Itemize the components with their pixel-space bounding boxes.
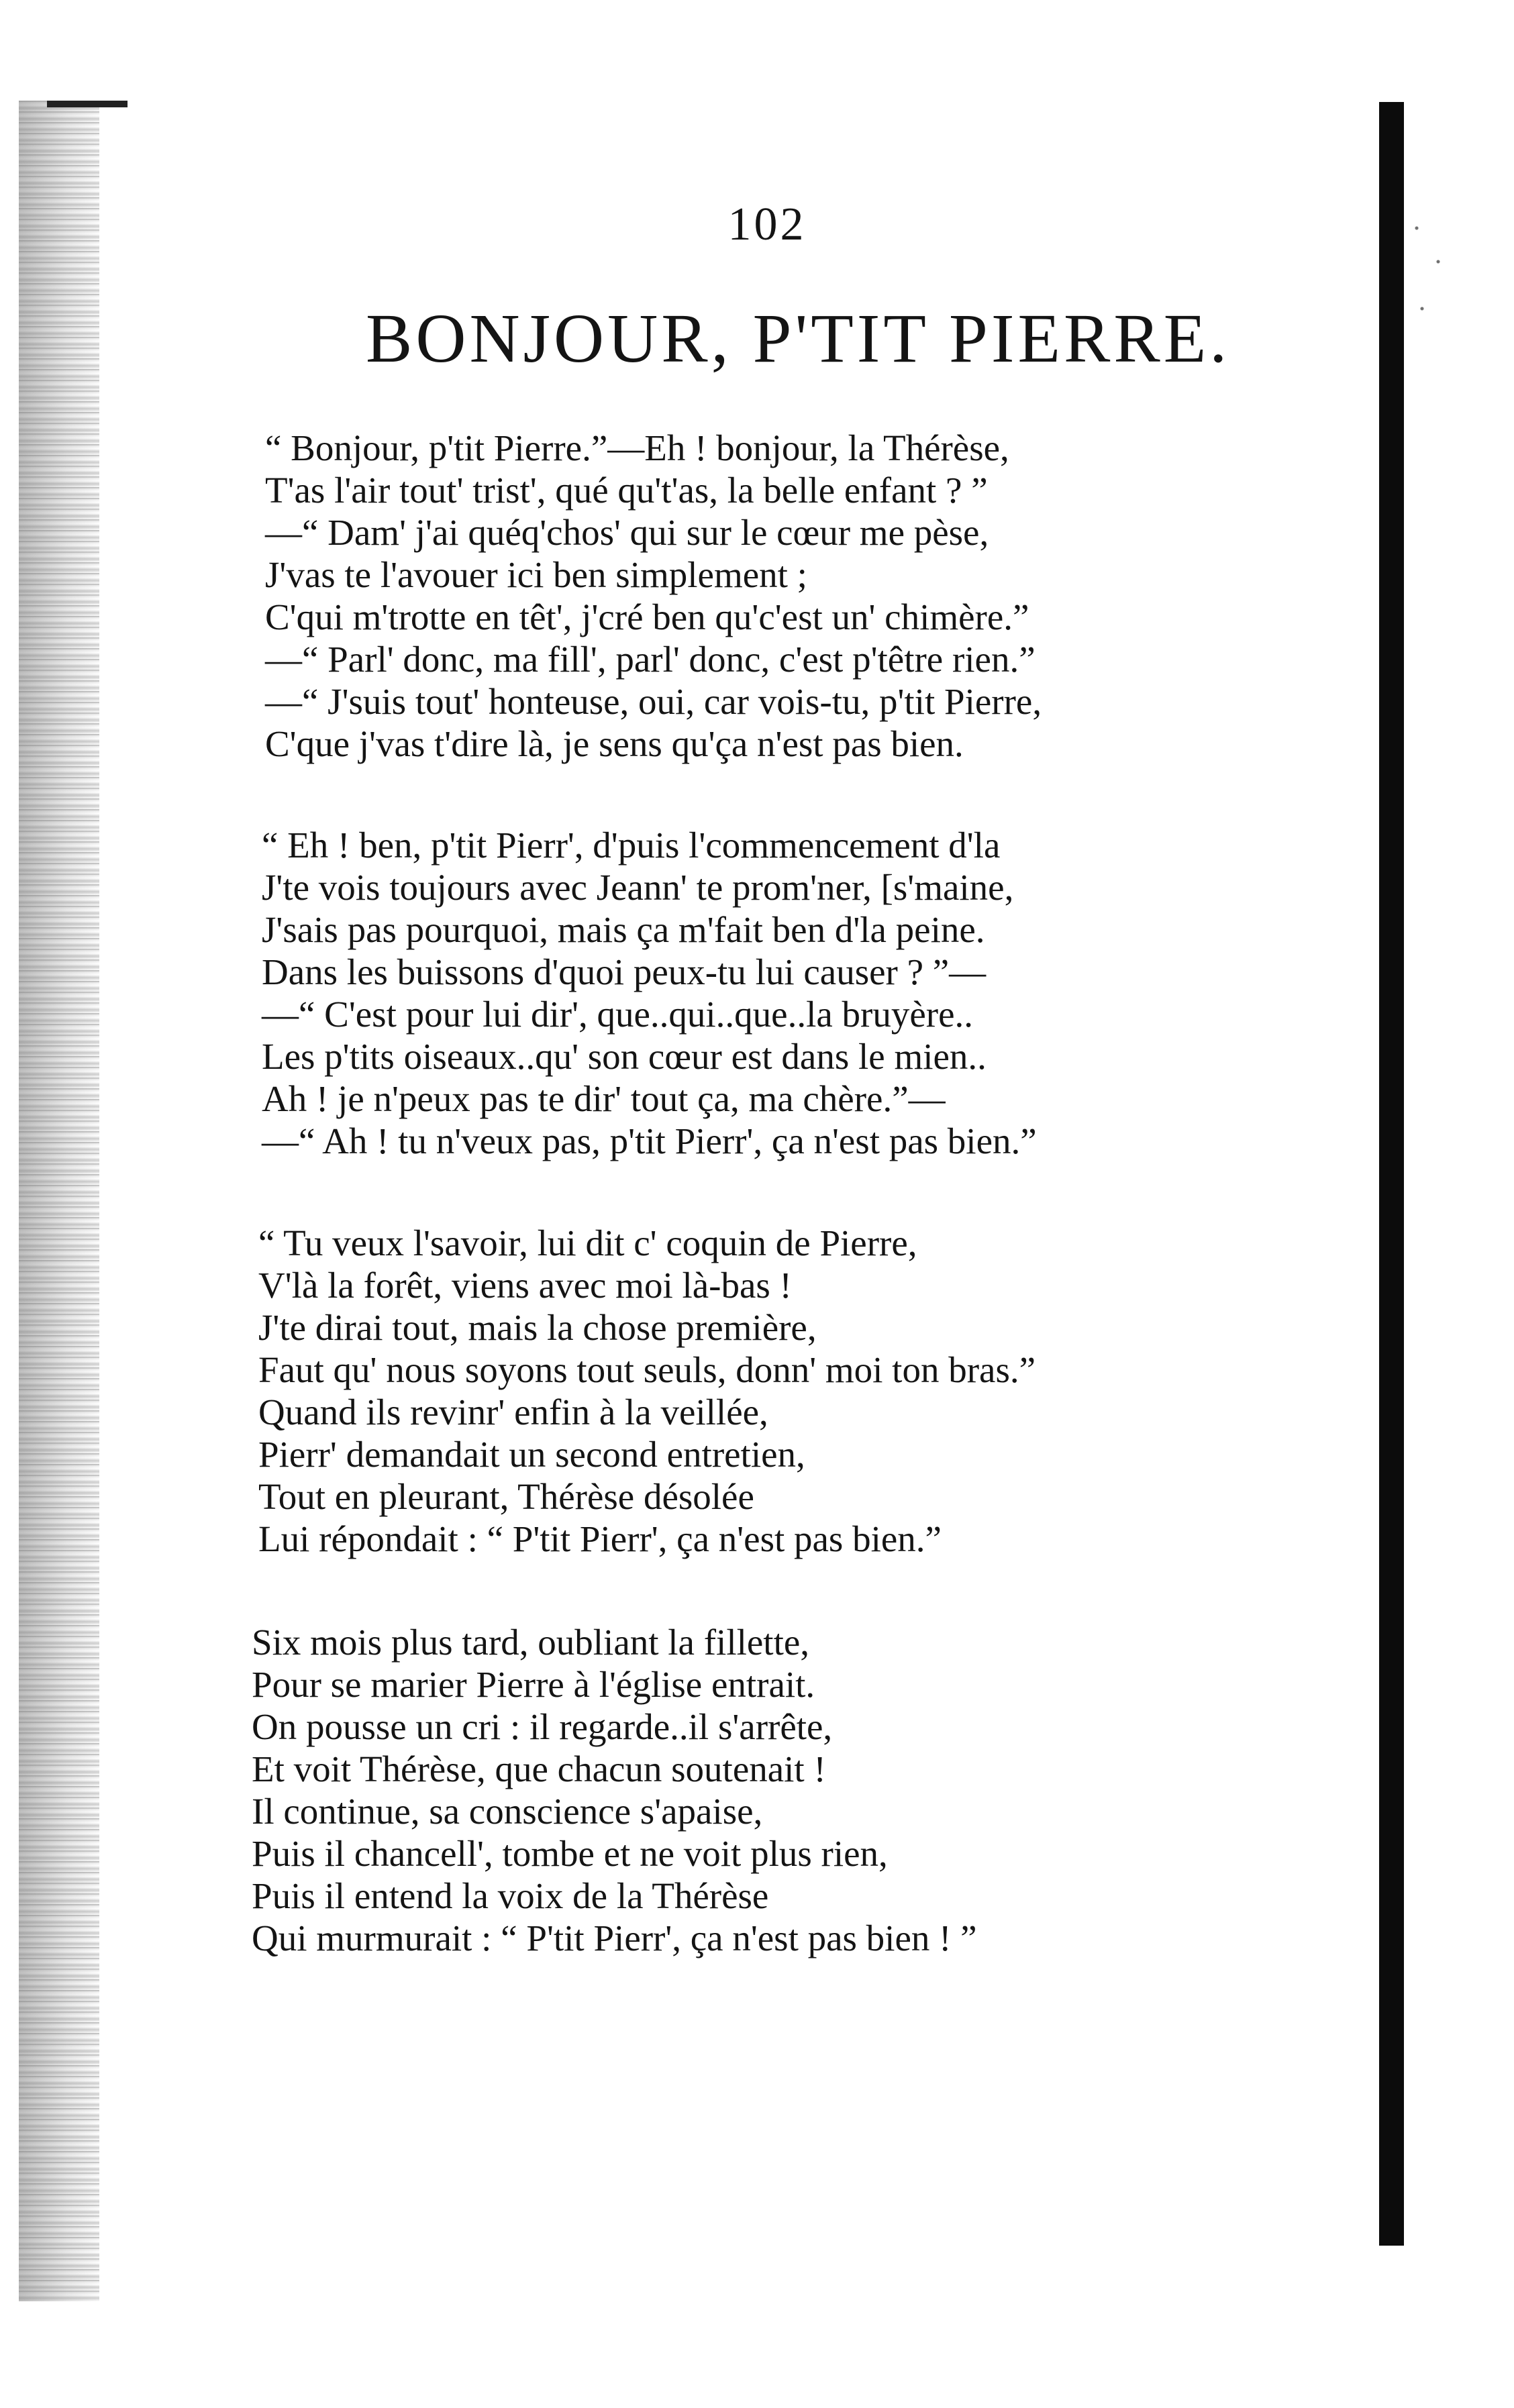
verse-line: C'que j'vas t'dire là, je sens qu'ça n'est pas bien. <box>265 723 964 764</box>
verse-line: —“ J'suis tout' honteuse, oui, car vois-tu, p'tit Pierre, <box>265 681 1042 722</box>
verse-line: Six mois plus tard, oubliant la fillette, <box>252 1622 810 1663</box>
verse-line: Puis il chancell', tombe et ne voit plus rien, <box>252 1833 888 1874</box>
verse-line: Qui murmurait : “ P'tit Pierr', ça n'est pas bien ! ” <box>252 1918 977 1958</box>
verse-line: “ Eh ! ben, p'tit Pierr', d'puis l'commencement d'la <box>262 825 1001 866</box>
verse-line: Lui répondait : “ P'tit Pierr', ça n'est pas bien.” <box>258 1518 942 1559</box>
verse-line: Ah ! je n'peux pas te dir' tout ça, ma chère.”— <box>262 1078 946 1119</box>
verse-line: Dans les buissons d'quoi peux-tu lui causer ? ”— <box>262 951 987 992</box>
verse-line: Et voit Thérèse, que chacun soutenait ! <box>252 1748 826 1789</box>
verse-line: C'qui m'trotte en têt', j'cré ben qu'c'est un' chimère.” <box>265 596 1029 637</box>
binding-edge-shadow <box>19 101 99 2301</box>
verse-line: Pierr' demandait un second entretien, <box>258 1434 805 1475</box>
verse-line: “ Tu veux l'savoir, lui dit c' coquin de Pierre, <box>258 1222 917 1263</box>
verse-line: Il continue, sa conscience s'apaise, <box>252 1791 763 1832</box>
verse-line: “ Bonjour, p'tit Pierre.”—Eh ! bonjour, la Thérèse, <box>265 427 1009 468</box>
verse-line: J'te dirai tout, mais la chose première, <box>258 1307 817 1348</box>
binding-edge-top-mark <box>47 101 128 107</box>
right-margin-bar <box>1379 102 1404 2246</box>
verse-line: —“ Parl' donc, ma fill', parl' donc, c'est p'têtre rien.” <box>265 639 1036 680</box>
verse-line: Puis il entend la voix de la Thérèse <box>252 1875 769 1916</box>
verse-line: On pousse un cri : il regarde..il s'arrête, <box>252 1706 833 1747</box>
page-number: 102 <box>727 199 807 250</box>
verse-line: Tout en pleurant, Thérèse désolée <box>258 1476 754 1517</box>
verse-line: —“ Ah ! tu n'veux pas, p'tit Pierr', ça n'est pas bien.” <box>262 1120 1037 1161</box>
verse-line: V'là la forêt, viens avec moi là-bas ! <box>258 1265 792 1306</box>
verse-line: Les p'tits oiseaux..qu' son cœur est dans le mien.. <box>262 1036 987 1077</box>
verse-line: Pour se marier Pierre à l'église entrait. <box>252 1664 815 1705</box>
verse-line: Quand ils revinr' enfin à la veillée, <box>258 1392 768 1432</box>
verse-line: J'sais pas pourquoi, mais ça m'fait ben d'la peine. <box>262 909 985 950</box>
verse-line: Faut qu' nous soyons tout seuls, donn' moi ton bras.” <box>258 1349 1036 1390</box>
verse-line: —“ Dam' j'ai quéq'chos' qui sur le cœur me pèse, <box>265 512 989 553</box>
verse-line: J'te vois toujours avec Jeann' te prom'ner, [s'maine, <box>262 867 1014 908</box>
poem-title: BONJOUR, P'TIT PIERRE. <box>366 300 1231 377</box>
verse-line: J'vas te l'avouer ici ben simplement ; <box>265 554 807 595</box>
verse-line: T'as l'air tout' trist', qué qu't'as, la belle enfant ? ” <box>265 470 988 511</box>
verse-line: —“ C'est pour lui dir', que..qui..que..la bruyère.. <box>262 994 973 1035</box>
